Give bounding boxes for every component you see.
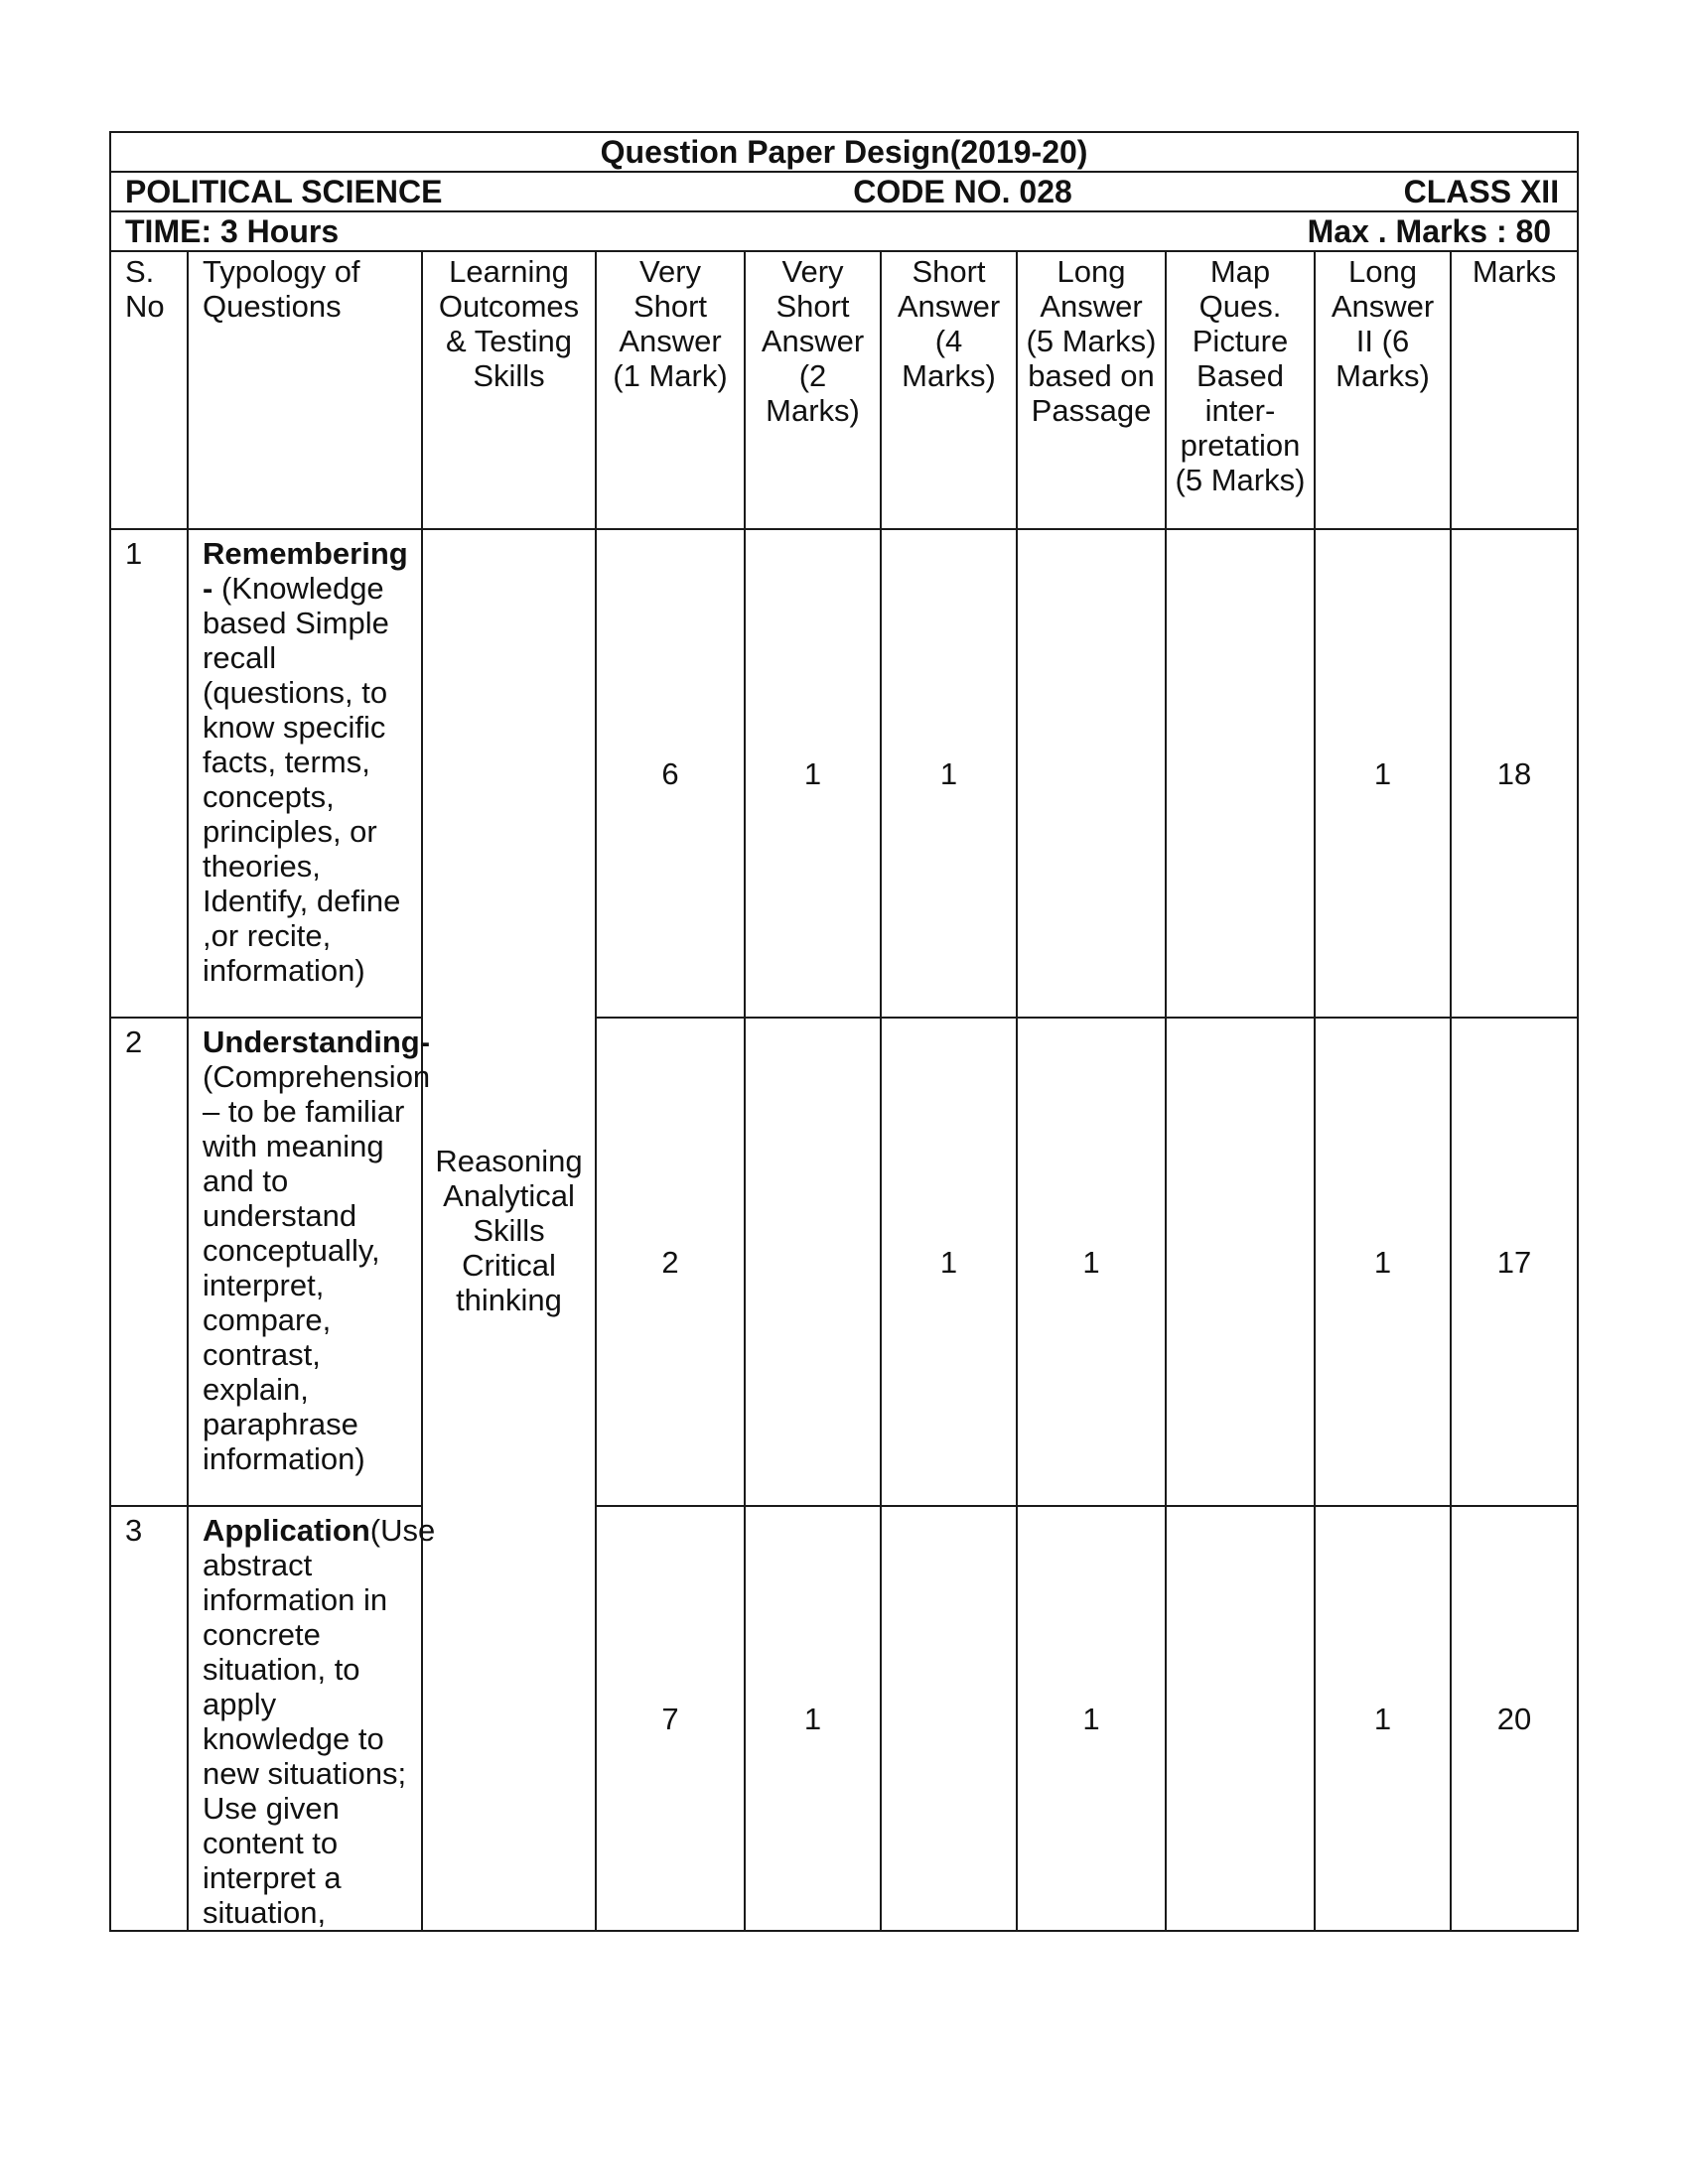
cell-la-6-marks: 1 — [1315, 1018, 1451, 1506]
row-typology-label: Understanding- — [203, 1024, 431, 1059]
cell-vsa-2-marks — [745, 1018, 881, 1506]
cell-map-question — [1166, 529, 1315, 1018]
cell-marks-total: 18 — [1451, 529, 1578, 1018]
cell-map-question — [1166, 1506, 1315, 1931]
cell-vsa-2-marks: 1 — [745, 529, 881, 1018]
row-typology — [188, 529, 422, 1018]
column-header-sa-4-marks: Short Answer (4 Marks) — [881, 251, 1017, 529]
question-paper-design-table — [109, 131, 1579, 1932]
subject-name: POLITICAL SCIENCE — [125, 174, 443, 209]
row-typology-description: (Knowledge based Simple recall (questions, to know specific facts, terms, concepts, principles, or theories, Identify, define ,or recite, information) — [203, 571, 401, 988]
row-serial: 1 — [110, 529, 188, 1018]
cell-sa-4-marks — [881, 1506, 1017, 1931]
cell-la-passage: 1 — [1017, 1018, 1166, 1506]
time-allowed: TIME: 3 Hours — [125, 213, 340, 249]
cell-marks-total: 17 — [1451, 1018, 1578, 1506]
column-header-typology: Typology of Questions — [188, 251, 422, 529]
class-label: CLASS XII — [1403, 174, 1560, 209]
row-typology — [188, 1506, 436, 1931]
column-header-sno: S. No — [110, 251, 188, 529]
row-typology — [188, 1018, 431, 1506]
column-header-vsa-1-mark: Very Short Answer (1 Mark) — [596, 251, 745, 529]
cell-la-passage — [1017, 529, 1166, 1018]
column-header-la-6-marks: Long Answer II (6 Marks) — [1315, 251, 1451, 529]
cell-sa-4-marks: 1 — [881, 529, 1017, 1018]
cell-la-passage: 1 — [1017, 1506, 1166, 1931]
row-typology-label: Remembering - — [203, 536, 408, 606]
subject-bar — [110, 172, 1578, 211]
cell-la-6-marks: 1 — [1315, 1506, 1451, 1931]
table-row — [110, 1018, 1578, 1506]
row-typology-description: (Comprehension – to be familiar with meaning and to understand conceptually, interpret, compare, contrast, explain, paraphrase information) — [203, 1059, 431, 1476]
cell-vsa-1-mark: 7 — [596, 1506, 745, 1931]
cell-marks-total: 20 — [1451, 1506, 1578, 1931]
column-header-marks: Marks — [1451, 251, 1578, 529]
time-bar — [110, 211, 1578, 251]
learning-outcomes-cell: Reasoning Analytical Skills Critical thinking — [422, 529, 596, 1931]
cell-vsa-1-mark: 2 — [596, 1018, 745, 1506]
column-header-learning-outcomes: Learning Outcomes & Testing Skills — [422, 251, 596, 529]
page-title: Question Paper Design(2019-20) — [110, 132, 1578, 172]
column-header-row — [110, 251, 1578, 529]
table-row — [110, 1506, 1578, 1931]
max-marks: Max . Marks : 80 — [1307, 213, 1552, 249]
cell-sa-4-marks: 1 — [881, 1018, 1017, 1506]
table-row — [110, 529, 1578, 1018]
column-header-map-question: Map Ques. Picture Based inter-pretation (5 Marks) — [1166, 251, 1315, 529]
cell-vsa-2-marks: 1 — [745, 1506, 881, 1931]
column-header-vsa-2-marks: Very Short Answer (2 Marks) — [745, 251, 881, 529]
cell-map-question — [1166, 1018, 1315, 1506]
row-serial: 3 — [110, 1506, 188, 1931]
column-header-la-passage: Long Answer (5 Marks) based on Passage — [1017, 251, 1166, 529]
row-typology-label: Application — [203, 1513, 370, 1548]
cell-la-6-marks: 1 — [1315, 529, 1451, 1018]
row-typology-description: (Use abstract information in concrete situation, to apply knowledge to new situations; Use given content to interpret a situation, — [203, 1513, 436, 1930]
subject-code: CODE NO. 028 — [853, 174, 1072, 209]
cell-vsa-1-mark: 6 — [596, 529, 745, 1018]
row-serial: 2 — [110, 1018, 188, 1506]
